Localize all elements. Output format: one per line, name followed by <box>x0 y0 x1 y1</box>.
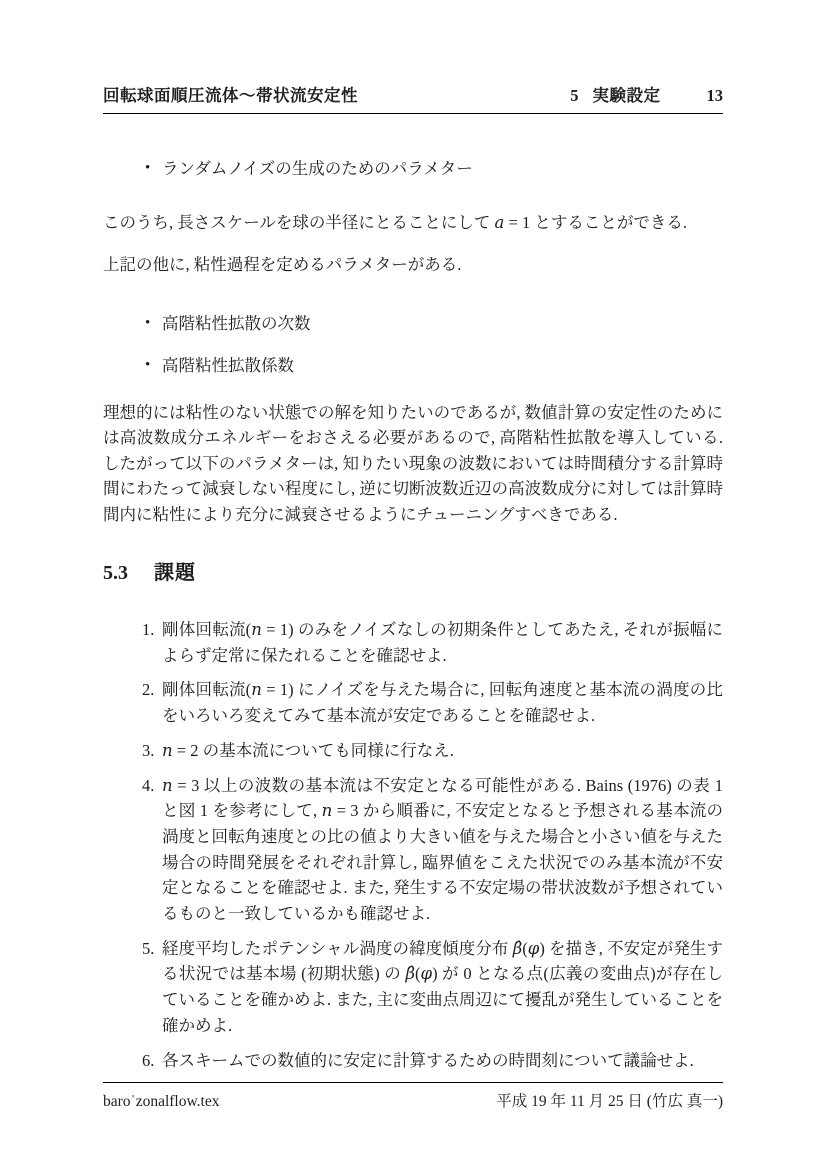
header-section-number: 5 <box>570 86 579 105</box>
task-body: 剛体回転流(n = 1) にノイズを与えた場合に, 回転角速度と基本流の渦度の比をいろいろ変えてみて基本流が安定であることを確認せよ. <box>162 680 723 726</box>
footer-date: 平成 19 年 11 月 25 日 (竹広 真一) <box>496 1093 723 1111</box>
header-section-name: 実験設定 <box>592 86 661 105</box>
task-item-4 <box>103 773 723 927</box>
paragraph-length-scale: このうち, 長さスケールを球の半径にとることにして a = 1 とすることができる. <box>103 212 687 232</box>
running-header <box>103 82 723 114</box>
task-body: 剛体回転流(n = 1) のみをノイズなしの初期条件としてあたえ, それが振幅によらず定常に保たれることを確認せよ. <box>162 620 723 665</box>
bullet-item-random-noise <box>103 156 723 182</box>
document-page <box>103 82 723 1111</box>
header-document-title: 回転球面順圧流体～帯状流安定性 <box>103 86 358 105</box>
task-body: 経度平均したポテンシャル渦度の緯度傾度分布 β̂(φ) を描き, 不安定が発生する状況では基本場 (初期状態) の β̂(φ) が 0 となる点(広義の変曲点)が存在していることを確かめよ. また, 主に変曲点周辺にて擾乱が発生していることを確かめよ. <box>162 938 724 1035</box>
bullet-text: 高階粘性拡散係数 <box>162 356 294 375</box>
task-item-6 <box>103 1048 723 1074</box>
section-heading-title: 課題 <box>154 560 196 584</box>
bullet-text: ランダムノイズの生成のためのパラメター <box>162 159 473 178</box>
page-footer <box>103 1082 723 1111</box>
task-number: 4. <box>142 775 155 795</box>
task-item-2 <box>103 677 723 728</box>
bullet-item-hyperviscosity-coeff <box>103 353 723 379</box>
task-body: 各スキームでの数値的に安定に計算するための時間刻について議論せよ. <box>162 1050 694 1070</box>
task-body: n = 3 以上の波数の基本流は不安定となる可能性がある. Bains (1976) の表 1 と図 1 を参考にして, n = 3 から順番に, 不安定となると予想される基本流の渦度と回転角速度との比の値より大きい値を与えた場合と小さい値を与えた場合の時間発展をそれぞれ計算し, 臨界値をこえた状況でのみ基本流が不安定となることを確認せよ. また, 発生する不安定場の帯状波数が予想されているものと一致しているかも確認せよ. <box>162 775 724 924</box>
page-number: 13 <box>706 86 723 105</box>
task-list <box>103 617 723 1073</box>
paragraph-viscosity-params: 上記の他に, 粘性過程を定めるパラメターがある. <box>103 255 462 274</box>
task-number: 1. <box>142 620 155 639</box>
bullet-text: 高階粘性拡散の次数 <box>162 313 311 333</box>
task-item-5 <box>103 936 723 1039</box>
task-body: n = 2 の基本流についても同様に行なえ. <box>162 740 454 760</box>
section-heading-number: 5.3 <box>103 562 128 584</box>
task-number: 2. <box>142 680 155 700</box>
bullet-icon: • <box>145 357 151 373</box>
task-item-3 <box>103 738 723 764</box>
task-number: 6. <box>142 1050 155 1070</box>
task-item-1 <box>103 617 723 668</box>
bullet-icon: • <box>145 314 151 331</box>
section-heading <box>103 560 723 585</box>
footer-filename: baroˈzonalflow.tex <box>103 1093 220 1111</box>
task-number: 5. <box>142 938 155 958</box>
bullet-icon: • <box>145 160 151 176</box>
bullet-item-hyperviscosity-order <box>103 311 723 337</box>
paragraph-tuning: 理想的には粘性のない状態での解を知りたいのであるが, 数値計算の安定性のためには高波数成分エネルギーをおさえる必要があるので, 高階粘性拡散を導入している. したがって以下のパラメターは, 知りたい現象の波数においては時間積分する計算時間にわたって減衰しない程度にし, 逆に切断波数近辺の高波数成分に対しては計算時間内に粘性により充分に減衰させるようにチューニングすべきである. <box>103 402 724 524</box>
header-right-group <box>570 82 723 106</box>
task-number: 3. <box>142 740 155 760</box>
